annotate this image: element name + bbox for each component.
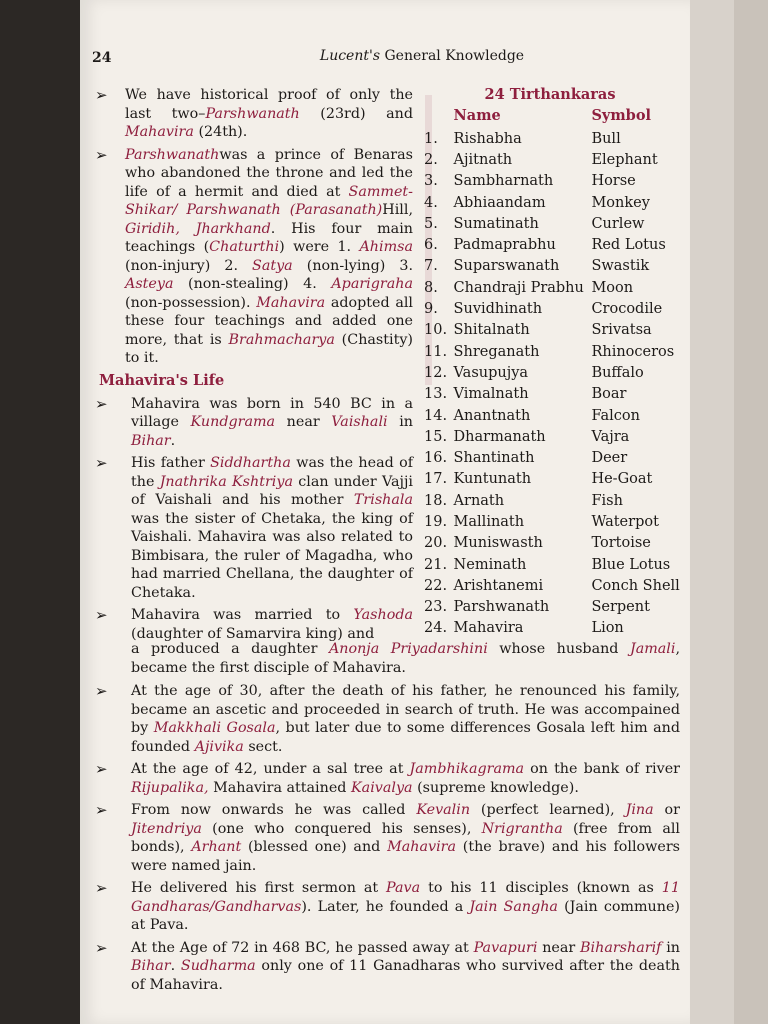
tirthankara-symbol: Bull xyxy=(591,130,621,147)
text: in xyxy=(661,939,681,956)
text: or xyxy=(653,802,680,818)
left-column xyxy=(95,86,413,647)
table-row xyxy=(424,597,686,618)
arrow-bullet-icon: ➢ xyxy=(95,86,108,104)
table-row xyxy=(424,426,686,447)
tirthankara-symbol: Srivatsa xyxy=(591,322,652,339)
table-title: 24 Tirthankaras xyxy=(484,86,616,103)
tirthankara-name: Shreganath xyxy=(453,343,540,360)
table-row xyxy=(424,469,686,490)
table-row xyxy=(424,298,686,319)
term: Siddhartha xyxy=(210,455,291,471)
term: Kaivalya xyxy=(351,779,413,796)
row-number: 20. xyxy=(424,535,448,552)
text: a produced a daughter xyxy=(131,641,329,657)
row-number: 22. xyxy=(424,577,448,594)
tirthankara-symbol: Waterpot xyxy=(591,513,659,530)
tirthankara-symbol: Rhinoceros xyxy=(591,343,675,360)
tirthankara-symbol: Crocodile xyxy=(591,301,663,318)
text: At the age of 30, after the death of his father, he renounced his family, became an ascetic and proceeded in search of truth. He was accompained by xyxy=(131,683,680,736)
page-number: 24 xyxy=(92,50,112,66)
text: Hill, xyxy=(382,202,413,218)
term: Rijupalika, xyxy=(131,779,209,796)
tirthankara-name: Shantinath xyxy=(453,450,535,467)
arrow-bullet-icon: ➢ xyxy=(95,760,108,778)
tirthankara-symbol: Conch Shell xyxy=(591,577,680,594)
tirthankara-name: Sambharnath xyxy=(453,173,554,190)
tirthankara-name: Arishtanemi xyxy=(453,577,544,594)
row-number: 12. xyxy=(424,364,448,381)
text: . xyxy=(170,958,181,974)
bullet-death xyxy=(95,939,680,995)
tirthankara-symbol: Red Lotus xyxy=(591,237,666,254)
tirthankara-name: Anantnath xyxy=(453,407,531,424)
tirthankara-name: Shitalnath xyxy=(453,322,530,339)
bullet-parshwanath xyxy=(95,146,413,368)
bullet-birth xyxy=(95,395,413,451)
text: (free from all bonds), xyxy=(131,820,680,855)
row-number: 17. xyxy=(424,471,448,488)
tirthankara-name: Parshwanath xyxy=(453,599,550,616)
row-number: 5. xyxy=(424,215,438,232)
term: Asteya xyxy=(125,276,174,292)
paragraph-daughter xyxy=(95,640,680,677)
term: Nrigrantha xyxy=(481,820,563,837)
tirthankara-symbol: Buffalo xyxy=(591,364,644,381)
text: (24th). xyxy=(193,124,248,140)
tirthankaras-table xyxy=(424,86,686,639)
row-number: 3. xyxy=(424,173,438,190)
table-row xyxy=(424,362,686,383)
term: Chaturthi xyxy=(209,239,280,255)
table-row xyxy=(424,511,686,532)
arrow-bullet-icon: ➢ xyxy=(95,606,108,624)
bullet-age-30 xyxy=(95,682,680,756)
text: (daughter of Samarvira king) and xyxy=(131,625,375,642)
tirthankara-name: Kuntunath xyxy=(453,471,532,488)
row-number: 21. xyxy=(424,556,448,573)
term: Mahavira xyxy=(125,124,194,140)
header-spacer xyxy=(424,107,454,128)
tirthankara-symbol: Boar xyxy=(591,386,627,403)
table-row xyxy=(424,128,686,149)
term: Giridih, Jharkhand xyxy=(125,220,271,237)
table-row xyxy=(424,447,686,468)
table-row xyxy=(424,192,686,213)
bullet-marriage xyxy=(95,606,413,643)
text: . xyxy=(170,432,176,449)
term: Trishala xyxy=(353,492,413,508)
row-number: 7. xyxy=(424,258,438,275)
lower-section xyxy=(95,640,680,998)
subheading-mahaviras-life: Mahavira's Life xyxy=(99,371,225,389)
tirthankara-name: Mahavira xyxy=(453,620,524,637)
text: was the head of the xyxy=(131,455,414,490)
text: (perfect learned), xyxy=(470,802,626,818)
tirthankara-name: Vimalnath xyxy=(453,386,529,403)
table-row xyxy=(424,256,686,277)
text: , but later due to some differences Gosala left him and founded xyxy=(131,720,681,755)
tirthankara-symbol: Fish xyxy=(591,492,623,509)
tirthankara-name: Chandraji Prabhu xyxy=(453,279,584,296)
row-number: 23. xyxy=(424,599,448,616)
term: Mahavira xyxy=(256,294,326,311)
header-title-rest: General Knowledge xyxy=(380,48,525,64)
tirthankara-symbol: Deer xyxy=(591,450,628,467)
tirthankara-symbol: Falcon xyxy=(591,407,640,424)
text: At the age of 42, under a sal tree at xyxy=(131,761,410,777)
text: only one of 11 Ganadharas who survived after the death of Mahavira. xyxy=(131,958,680,993)
text: adopted all these four teachings and added one more, that is xyxy=(125,294,413,348)
row-number: 9. xyxy=(424,301,438,318)
row-number: 2. xyxy=(424,151,438,168)
table-header xyxy=(424,107,686,128)
bullet-titles xyxy=(95,801,680,875)
term: Bihar xyxy=(131,432,171,449)
row-number: 14. xyxy=(424,407,448,424)
term: Vaishali xyxy=(331,414,388,430)
text: near xyxy=(537,939,581,956)
tirthankara-symbol: Lion xyxy=(591,620,624,637)
term: Pava xyxy=(386,880,421,896)
arrow-bullet-icon: ➢ xyxy=(95,454,108,472)
row-number: 19. xyxy=(424,513,448,530)
column-header-name: Name xyxy=(453,107,501,124)
row-number: 6. xyxy=(424,237,438,254)
term: Kevalin xyxy=(416,802,471,818)
tirthankara-name: Sumatinath xyxy=(453,215,539,232)
page-edge-strip xyxy=(734,0,768,1024)
tirthankara-symbol: He-Goat xyxy=(591,471,653,488)
term: Parshwanath xyxy=(205,105,300,122)
bullet-first-sermon xyxy=(95,879,680,935)
row-number: 10. xyxy=(424,322,448,339)
tirthankara-symbol: Monkey xyxy=(591,194,650,211)
term: Sammet-Shikar/ Parshwanath (Parasanath) xyxy=(125,183,413,218)
row-number: 13. xyxy=(424,386,448,403)
tirthankara-name: Suparswanath xyxy=(453,258,560,275)
row-number: 8. xyxy=(424,279,438,296)
table-row xyxy=(424,234,686,255)
term: Yashoda xyxy=(353,607,413,623)
tirthankara-name: Abhiaandam xyxy=(453,194,546,211)
term: Satya xyxy=(252,257,293,274)
text: ) were 1. xyxy=(279,239,360,255)
text: (Jain commune) at Pava. xyxy=(131,898,681,933)
term: Jina xyxy=(625,802,654,818)
tirthankara-symbol: Moon xyxy=(591,279,634,296)
tirthankara-symbol: Curlew xyxy=(591,215,645,232)
term: Pavapuri xyxy=(473,939,538,956)
left-background xyxy=(0,0,80,1024)
tirthankara-name: Mallinath xyxy=(453,513,525,530)
tirthankara-name: Ajitnath xyxy=(453,151,513,168)
tirthankara-name: Neminath xyxy=(453,556,527,573)
tirthankara-name: Dharmanath xyxy=(453,428,546,445)
text: . His four main teachings ( xyxy=(125,220,413,255)
tirthankara-name: Rishabha xyxy=(453,130,522,147)
tirthankara-name: Vasupujya xyxy=(453,364,529,381)
text: (non-injury) 2. xyxy=(125,257,253,274)
text: (non-lying) 3. xyxy=(292,257,414,274)
table-row xyxy=(424,618,686,639)
table-row xyxy=(424,533,686,554)
tirthankara-symbol: Swastik xyxy=(591,258,650,275)
tirthankara-symbol: Elephant xyxy=(591,151,658,168)
tirthankara-symbol: Tortoise xyxy=(591,535,651,552)
tirthankara-name: Muniswasth xyxy=(453,535,543,552)
term: Mahavira xyxy=(387,839,456,855)
row-number: 4. xyxy=(424,194,438,211)
term: Brahmacharya xyxy=(228,331,335,348)
arrow-bullet-icon: ➢ xyxy=(95,145,108,164)
table-row xyxy=(424,320,686,341)
term: Jitendriya xyxy=(131,820,202,837)
arrow-bullet-icon: ➢ xyxy=(95,801,108,819)
term: Makkhali Gosala xyxy=(153,720,276,736)
table-row xyxy=(424,405,686,426)
text: (the brave) and his followers were named jain. xyxy=(131,839,681,874)
table-row xyxy=(424,171,686,192)
bullet-age-42 xyxy=(95,760,680,797)
text: (blessed one) and xyxy=(241,839,388,855)
text: clan under Vajji of Vaishali and his mother xyxy=(131,473,413,508)
text: (23rd) and xyxy=(299,105,413,122)
term: Kundgrama xyxy=(190,414,276,430)
term: Anonja Priyadarshini xyxy=(328,641,488,657)
arrow-bullet-icon: ➢ xyxy=(95,394,108,413)
text: was the sister of Chetaka, the king of Vaishali. Mahavira was also related to Bimbisara, the ruler of Magadha, who had married Chellana, the daughter of Chetaka. xyxy=(131,510,413,601)
term: Sudharma xyxy=(180,958,256,974)
tirthankara-symbol: Vajra xyxy=(591,428,630,445)
tirthankara-name: Suvidhinath xyxy=(453,301,543,318)
text: His father xyxy=(131,455,211,471)
text: on the bank of river xyxy=(524,761,680,777)
term: Arhant xyxy=(191,839,242,855)
row-number: 15. xyxy=(424,428,448,445)
text: was a prince of Benaras who abandoned the throne and led the life of a hermit and died at xyxy=(125,146,413,200)
arrow-bullet-icon: ➢ xyxy=(95,938,108,957)
term: Ahimsa xyxy=(359,239,413,255)
tirthankara-symbol: Blue Lotus xyxy=(591,556,671,573)
text: in xyxy=(387,414,413,430)
table-row xyxy=(424,490,686,511)
table-row xyxy=(424,341,686,362)
text: (one who conquered his senses), xyxy=(201,820,482,837)
text: whose husband xyxy=(487,641,630,657)
term: Bihar xyxy=(131,958,171,974)
text: (supreme knowledge). xyxy=(412,779,579,796)
text: (Chastity) to it. xyxy=(125,331,413,366)
text: (non-stealing) 4. xyxy=(173,276,332,292)
row-number: 16. xyxy=(424,450,448,467)
text: (non-possession). xyxy=(125,294,257,311)
text: At the Age of 72 in 468 BC, he passed away at xyxy=(131,939,474,956)
text: He delivered his first sermon at xyxy=(131,880,387,896)
term: Jain Sangha xyxy=(469,898,558,915)
row-number: 1. xyxy=(424,130,438,147)
term: 11 Gandharas/Gandharvas xyxy=(131,880,680,915)
term: Jamali xyxy=(629,641,676,657)
running-header xyxy=(232,48,612,64)
header-title-italic: Lucent's xyxy=(319,48,381,64)
tirthankara-name: Padmaprabhu xyxy=(453,237,556,254)
term: Jnathrika Kshtriya xyxy=(159,473,293,490)
term: Biharsharif xyxy=(580,939,662,956)
text: We have historical proof of only the last two– xyxy=(125,87,413,122)
tirthankara-symbol: Serpent xyxy=(591,599,650,616)
table-body xyxy=(424,128,686,639)
term: Aparigraha xyxy=(331,276,413,292)
term: Ajivika xyxy=(194,738,244,755)
table-row xyxy=(424,384,686,405)
tirthankara-name: Arnath xyxy=(453,492,505,509)
table-row xyxy=(424,213,686,234)
bullet-father xyxy=(95,454,413,602)
column-header-symbol: Symbol xyxy=(591,107,651,124)
row-number: 18. xyxy=(424,492,448,509)
table-row xyxy=(424,149,686,170)
arrow-bullet-icon: ➢ xyxy=(95,682,108,700)
table-row xyxy=(424,554,686,575)
text: near xyxy=(275,414,332,430)
text: to his 11 disciples (known as xyxy=(420,880,662,896)
text: From now onwards he was called xyxy=(131,802,417,818)
text: , became the first disciple of Mahavira. xyxy=(131,641,680,676)
tirthankara-symbol: Horse xyxy=(591,173,636,190)
arrow-bullet-icon: ➢ xyxy=(95,879,108,897)
text: ). Later, he founded a xyxy=(301,898,470,915)
table-row xyxy=(424,277,686,298)
text: sect. xyxy=(243,738,283,755)
term: Parshwanath xyxy=(125,146,220,163)
text: Mahavira was born in 540 BC in a village xyxy=(131,395,413,430)
bullet-historical-proof xyxy=(95,86,413,142)
row-number: 24. xyxy=(424,620,448,637)
text: Mahavira was married to xyxy=(131,607,354,623)
term: Jambhikagrama xyxy=(409,761,525,777)
text: Mahavira attained xyxy=(208,779,351,796)
table-row xyxy=(424,575,686,596)
row-number: 11. xyxy=(424,343,448,360)
